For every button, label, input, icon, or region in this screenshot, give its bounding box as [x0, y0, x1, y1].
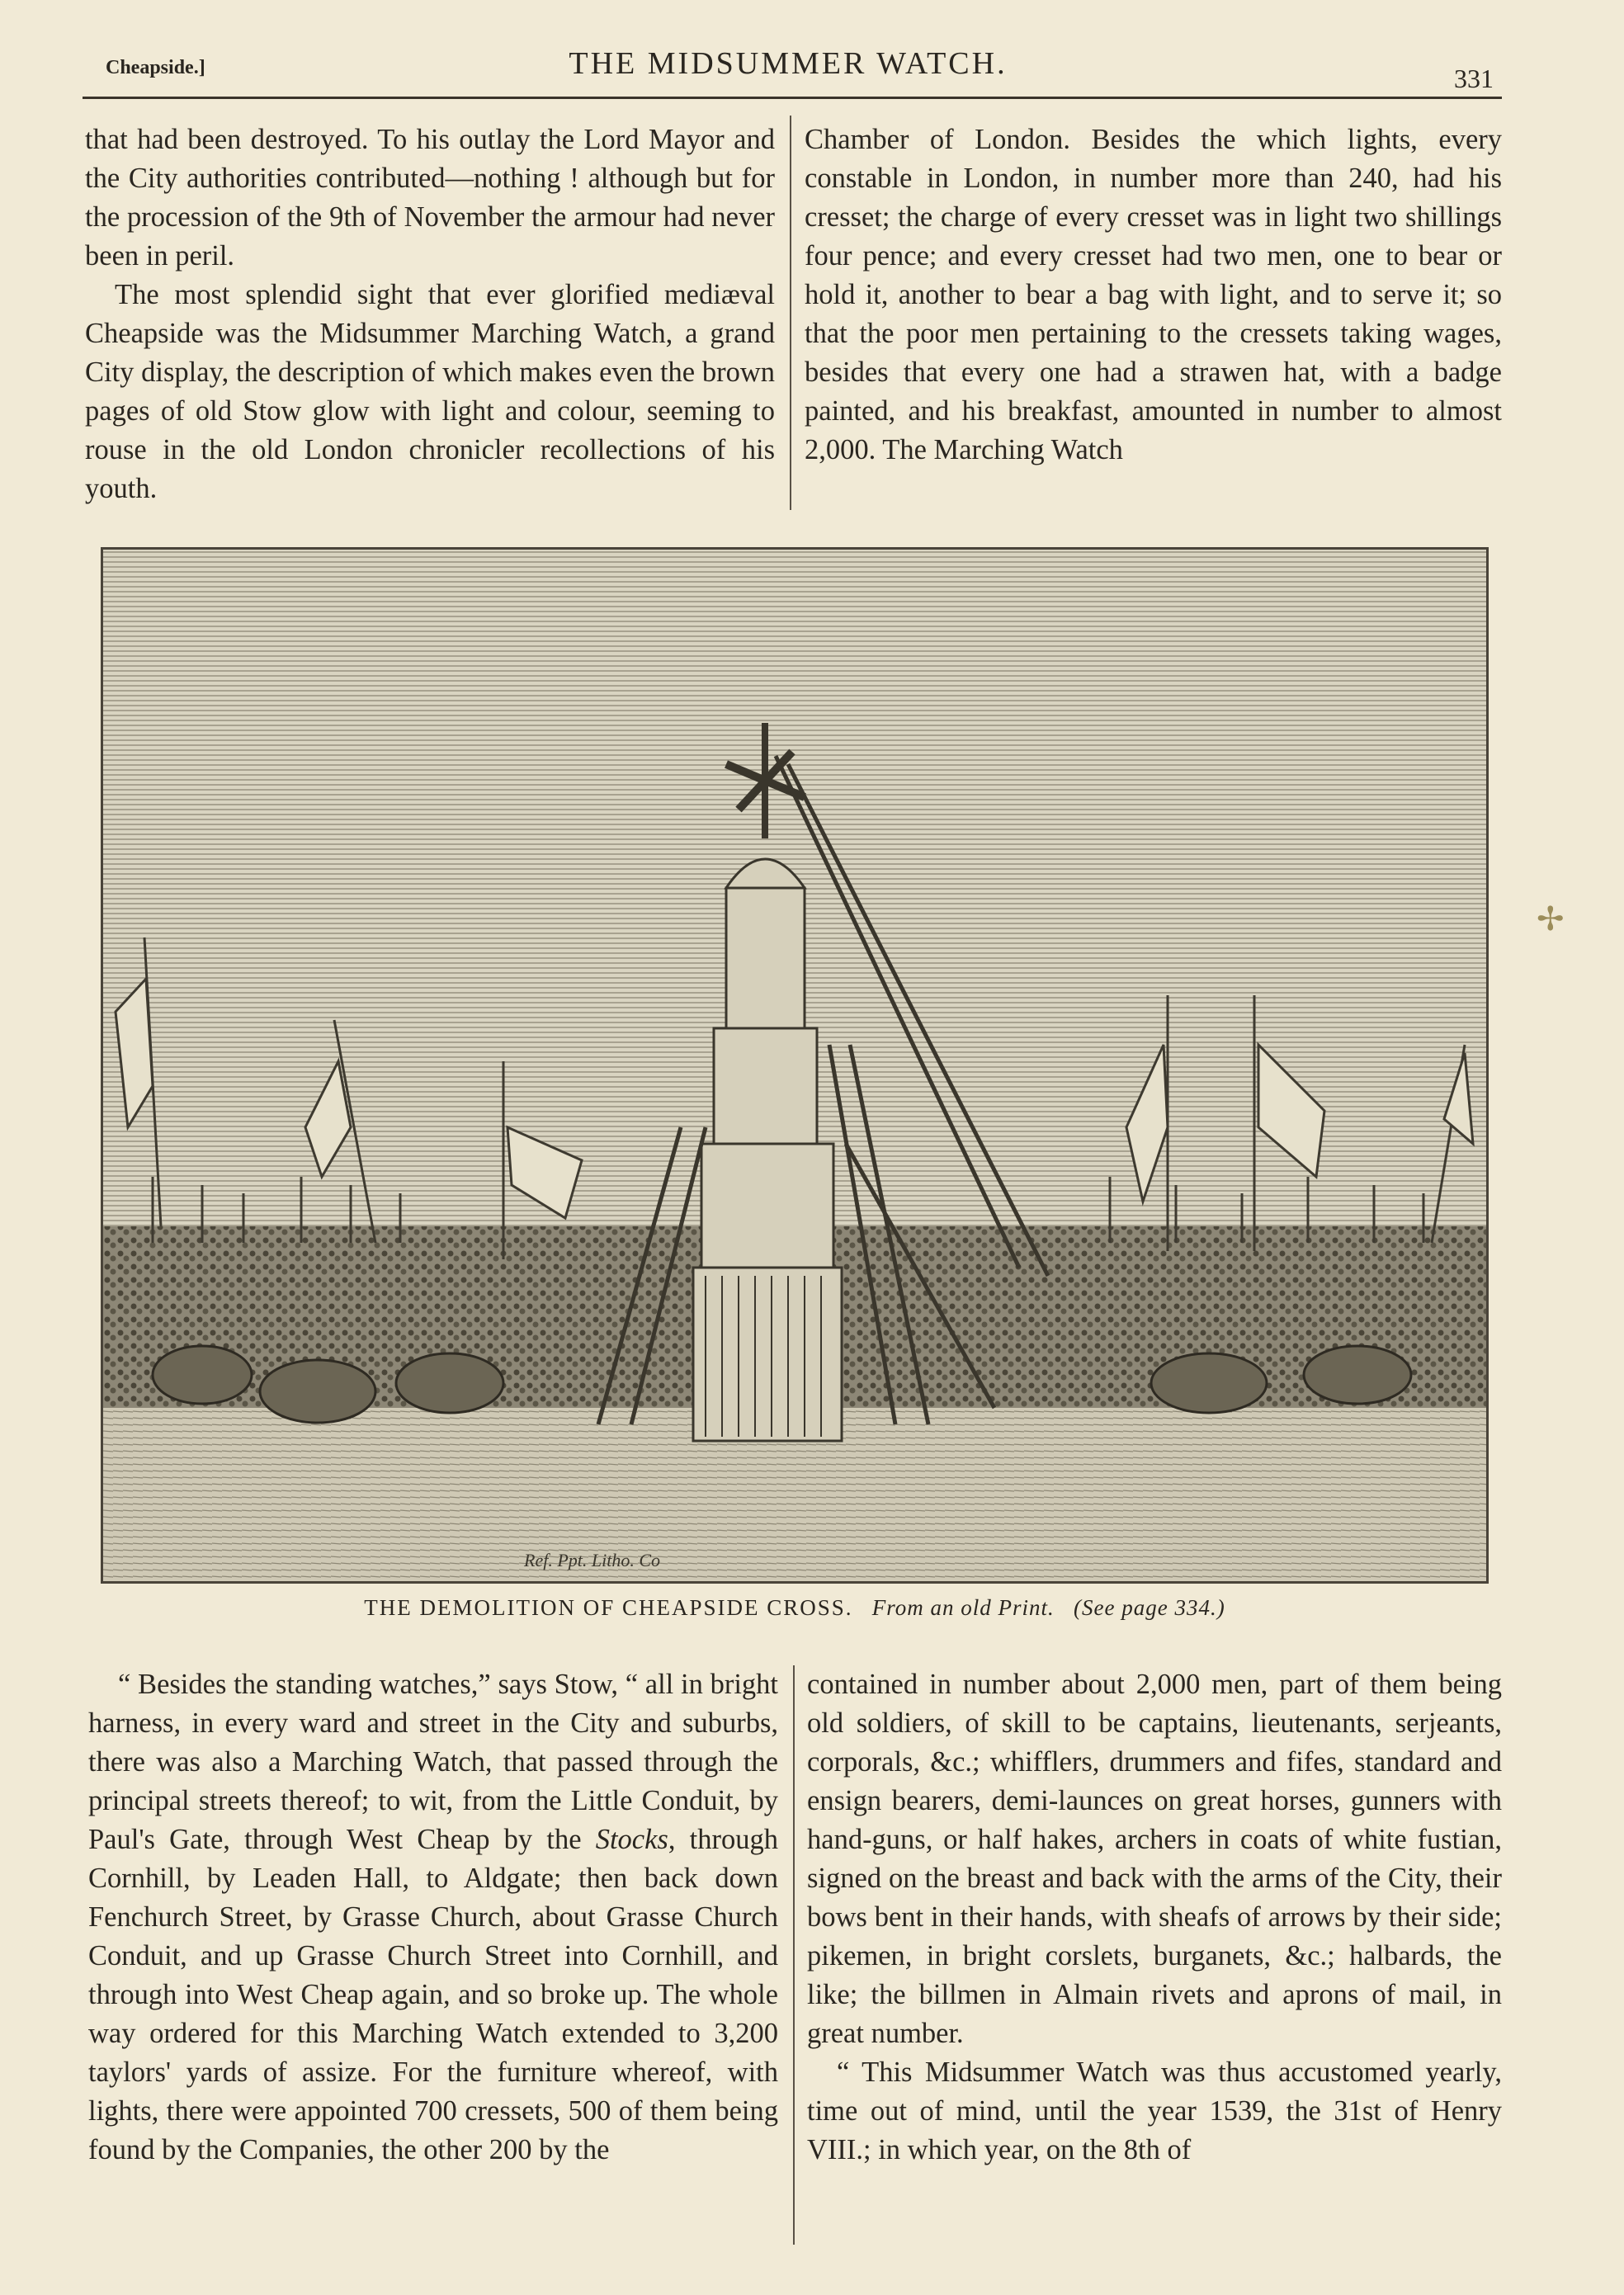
column-divider: [793, 1665, 795, 2245]
header-rule: [83, 97, 1502, 99]
paragraph: Chamber of London. Besides the which lights, every constable in London, in number more than 240, had his cresset; the charge of every cresset was in light two shillings four pence; and every cresset had two men, one to bear or hold it, another to bear a bag with light, and to serve it; so that the poor men pertaining to the cressets taking wages, besides that every one had a strawen hat, with a badge painted, and his breakfast, amounted in number to almost 2,000. The Marching Watch: [805, 124, 1502, 465]
engraver-signature: Ref. Ppt. Litho. Co: [524, 1550, 660, 1570]
paragraph: contained in number about 2,000 men, part of them being old soldiers, of skill to be captains, lieutenants, serjeants, corporals, &c.; whifflers, drummers and fifes, standard and ensign bearers, demi-launces on great horses, gunners with hand-guns, or half hakes, archers in coats of white fustian, signed on the breast and back with the arms of the City, their bows bent in their hands, with sheafs of arrows by their side; pikemen, in bright corslets, burganets, &c.; halbards, the like; the billmen in Almain rivets and aprons of mail, in great number.: [807, 1669, 1502, 2049]
paragraph-italic: Stocks: [595, 1824, 668, 1855]
paragraph-text: “ Besides the standing watches,” says Stow, “ all in bright harness, in every ward and street in the City and suburbs, there was also a Marching Watch, that passed through the principal streets thereof; to wit, from the Little Conduit, by Paul's Gate, through West Cheap by the: [88, 1669, 778, 1855]
section-label: Cheapside.]: [106, 57, 205, 78]
paragraph: that had been destroyed. To his outlay the Lord Mayor and the City authorities contributed—nothing ! although but for the procession of the 9th of November the armour had never been in peril.: [85, 124, 775, 272]
bottom-right-column: [807, 1665, 1502, 2170]
caption-reference: (See page 334.): [1074, 1595, 1225, 1620]
page-title: THE MIDSUMMER WATCH.: [569, 46, 1008, 81]
figure-caption: [101, 1595, 1489, 1621]
engraving-figure: [101, 547, 1489, 1584]
paper-stain: ✢: [1537, 900, 1565, 937]
top-right-column: [805, 120, 1502, 470]
caption-title: THE DEMOLITION OF CHEAPSIDE CROSS.: [364, 1595, 853, 1620]
paragraph-text: , through Cornhill, by Leaden Hall, to Aldgate; then back down Fenchurch Street, by Grasse Church, about Grasse Church Conduit, and up Grasse Church Street into Cornhill, and through into West Cheap again, and so broke up. The whole way ordered for this Marching Watch extended to 3,200 taylors' yards of assize. For the furniture whereof, with lights, there were appointed 700 cressets, 500 of them being found by the Companies, the other 200 by the: [88, 1824, 779, 2165]
paragraph: The most splendid sight that ever glorified mediæval Cheapside was the Midsummer Marching Watch, a grand City display, the description of which makes even the brown pages of old Stow glow with light and colour, seeming to rouse in the old London chronicler recollections of his youth.: [85, 279, 775, 504]
paragraph: “ This Midsummer Watch was thus accustomed yearly, time out of mind, until the year 1539, the 31st of Henry VIII.; in which year, on the 8th of: [807, 2057, 1502, 2165]
running-head: [83, 45, 1494, 95]
paragraph: [88, 1665, 778, 2170]
column-divider: [790, 116, 791, 510]
bottom-left-column: [88, 1665, 778, 2170]
page-number: 331: [1454, 64, 1494, 93]
caption-source: From an old Print.: [871, 1595, 1055, 1620]
top-left-column: [85, 120, 775, 508]
